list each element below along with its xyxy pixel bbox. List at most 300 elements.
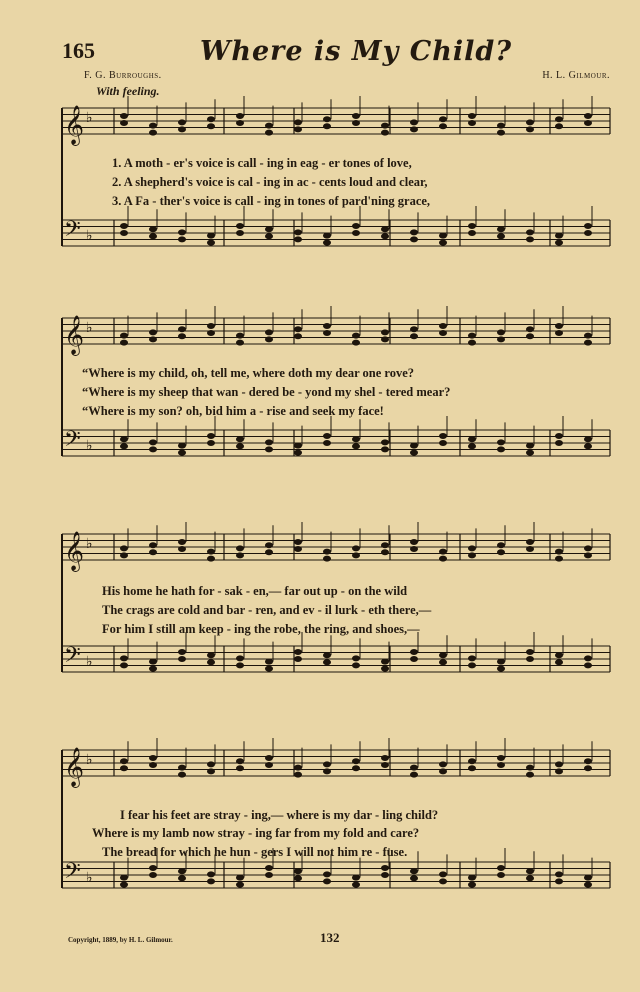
note-head (236, 875, 244, 881)
note-head (294, 119, 302, 125)
note-head (584, 223, 592, 229)
note-head (410, 450, 418, 456)
note-head (207, 240, 215, 246)
note-head (526, 656, 534, 662)
note-head (352, 655, 360, 661)
note-head (555, 871, 563, 877)
flat-sign-icon: ♭ (86, 871, 93, 886)
note-head (236, 120, 244, 126)
note-head (149, 755, 157, 761)
note-head (207, 233, 215, 239)
composer-credit: H. L. Gilmour. (542, 70, 610, 81)
note-head (323, 330, 331, 336)
note-head (497, 446, 505, 452)
note-head (526, 326, 534, 332)
note-head (120, 120, 128, 126)
note-head (207, 652, 215, 658)
note-head (294, 765, 302, 771)
note-head (120, 875, 128, 881)
note-head (352, 120, 360, 126)
note-head (149, 542, 157, 548)
note-head (381, 549, 389, 555)
note-head (584, 333, 592, 339)
note-head (294, 126, 302, 132)
note-head (497, 123, 505, 129)
note-head (120, 655, 128, 661)
note-head (207, 330, 215, 336)
note-head (178, 326, 186, 332)
note-head (555, 123, 563, 129)
note-head (468, 882, 476, 888)
note-head (410, 868, 418, 874)
note-head (526, 119, 534, 125)
lyric-line: His home he hath for - sak - en,— far out up - on the wild (102, 584, 408, 598)
note-head (352, 882, 360, 888)
note-head (207, 556, 215, 562)
flat-sign-icon: ♭ (86, 321, 93, 336)
note-head (410, 119, 418, 125)
note-head (439, 652, 447, 658)
page-number: 132 (320, 930, 340, 945)
note-head (265, 549, 273, 555)
note-head (178, 333, 186, 339)
note-head (584, 443, 592, 449)
note-head (439, 761, 447, 767)
note-head (352, 230, 360, 236)
note-head (468, 662, 476, 668)
bass-clef-icon: 𝄢 (64, 217, 81, 247)
note-head (265, 336, 273, 342)
note-head (584, 662, 592, 668)
note-head (149, 233, 157, 239)
note-head (381, 762, 389, 768)
note-head (555, 768, 563, 774)
note-head (149, 872, 157, 878)
note-head (294, 229, 302, 235)
note-head (584, 120, 592, 126)
note-head (120, 662, 128, 668)
note-head (236, 230, 244, 236)
note-head (584, 340, 592, 346)
note-head (526, 450, 534, 456)
note-head (584, 765, 592, 771)
note-head (468, 443, 476, 449)
note-head (294, 546, 302, 552)
lyric-line: 3. A Fa - ther's voice is call - ing in tones of pard'ning grace, (112, 194, 431, 208)
treble-clef-icon: 𝄞 (64, 105, 85, 145)
note-head (207, 878, 215, 884)
note-head (149, 329, 157, 335)
note-head (294, 450, 302, 456)
copyright-notice: Copyright, 1889, by H. L. Gilmour. (68, 936, 173, 944)
note-head (526, 236, 534, 242)
lyric-line: I fear his feet are stray - ing,— where is my dar - ling child? (120, 808, 439, 822)
note-head (236, 662, 244, 668)
note-head (323, 123, 331, 129)
note-head (526, 546, 534, 552)
note-head (410, 649, 418, 655)
treble-clef-icon: 𝄞 (64, 747, 85, 787)
flat-sign-icon: ♭ (86, 229, 93, 244)
note-head (207, 123, 215, 129)
note-head (178, 868, 186, 874)
note-head (497, 755, 505, 761)
note-head (410, 326, 418, 332)
lyric-line: For him I still am keep - ing the robe, the ring, and shoes,— (102, 622, 420, 636)
note-head (555, 433, 563, 439)
note-head (323, 761, 331, 767)
note-head (439, 323, 447, 329)
music-system-4 (62, 742, 612, 922)
note-head (410, 126, 418, 132)
note-head (555, 440, 563, 446)
note-head (120, 443, 128, 449)
note-head (236, 882, 244, 888)
lyric-line: “Where is my sheep that wan - dered be - yond my shel - tered mear? (82, 385, 451, 399)
note-head (584, 655, 592, 661)
note-head (497, 872, 505, 878)
note-head (294, 326, 302, 332)
note-head (178, 875, 186, 881)
note-head (439, 433, 447, 439)
note-head (439, 116, 447, 122)
note-head (381, 226, 389, 232)
note-head (294, 443, 302, 449)
note-head (352, 875, 360, 881)
note-head (207, 433, 215, 439)
note-head (497, 865, 505, 871)
note-head (468, 758, 476, 764)
note-head (236, 655, 244, 661)
note-head (526, 126, 534, 132)
note-head (439, 240, 447, 246)
note-head (265, 226, 273, 232)
note-head (178, 443, 186, 449)
note-head (439, 659, 447, 665)
note-head (323, 652, 331, 658)
note-head (497, 549, 505, 555)
note-head (381, 755, 389, 761)
note-head (497, 659, 505, 665)
note-head (468, 655, 476, 661)
note-head (555, 549, 563, 555)
note-head (381, 446, 389, 452)
note-head (584, 758, 592, 764)
hymn-number: 165 (62, 38, 95, 63)
note-head (526, 875, 534, 881)
note-head (497, 666, 505, 672)
note-head (555, 330, 563, 336)
note-head (207, 768, 215, 774)
note-head (381, 130, 389, 136)
note-head (497, 336, 505, 342)
note-head (120, 765, 128, 771)
note-head (352, 333, 360, 339)
lyric-line: 2. A shepherd's voice is cal - ing in ac - cents loud and clear, (112, 175, 428, 189)
note-head (207, 116, 215, 122)
note-head (323, 233, 331, 239)
lyric-line: Where is my lamb now stray - ing far from my fold and care? (92, 826, 420, 840)
note-head (265, 872, 273, 878)
note-head (526, 868, 534, 874)
note-head (439, 768, 447, 774)
note-head (265, 659, 273, 665)
note-head (149, 762, 157, 768)
note-head (410, 236, 418, 242)
note-head (352, 436, 360, 442)
note-head (497, 226, 505, 232)
note-head (381, 123, 389, 129)
note-head (236, 340, 244, 346)
note-head (526, 765, 534, 771)
note-head (294, 772, 302, 778)
note-head (410, 229, 418, 235)
note-head (149, 130, 157, 136)
note-head (120, 223, 128, 229)
flat-sign-icon: ♭ (86, 655, 93, 670)
note-head (265, 123, 273, 129)
note-head (555, 323, 563, 329)
note-head (410, 656, 418, 662)
note-head (439, 233, 447, 239)
note-head (439, 871, 447, 877)
note-head (294, 868, 302, 874)
note-head (120, 230, 128, 236)
note-head (149, 336, 157, 342)
note-head (149, 226, 157, 232)
note-head (526, 539, 534, 545)
lyric-line: “Where is my child, oh, tell me, where doth my dear one rove? (82, 366, 415, 380)
note-head (555, 116, 563, 122)
note-head (323, 878, 331, 884)
note-head (265, 439, 273, 445)
note-head (149, 659, 157, 665)
note-head (526, 229, 534, 235)
lyric-line: “Where is my son? oh, bid him a - rise and seek my face! (82, 404, 384, 418)
note-head (323, 659, 331, 665)
note-head (236, 552, 244, 558)
note-head (323, 116, 331, 122)
note-head (120, 758, 128, 764)
note-head (149, 446, 157, 452)
note-head (265, 130, 273, 136)
note-head (468, 333, 476, 339)
note-head (381, 865, 389, 871)
note-head (236, 758, 244, 764)
note-head (178, 236, 186, 242)
note-head (120, 340, 128, 346)
note-head (555, 652, 563, 658)
note-head (381, 336, 389, 342)
note-head (120, 436, 128, 442)
note-head (526, 649, 534, 655)
note-head (207, 659, 215, 665)
note-head (323, 556, 331, 562)
note-head (526, 333, 534, 339)
note-head (555, 659, 563, 665)
note-head (236, 765, 244, 771)
note-head (468, 436, 476, 442)
note-head (497, 130, 505, 136)
note-head (497, 762, 505, 768)
note-head (584, 113, 592, 119)
lyric-line: 1. A moth - er's voice is call - ing in eag - er tones of love, (112, 156, 412, 170)
note-head (468, 545, 476, 551)
note-head (265, 542, 273, 548)
note-head (410, 539, 418, 545)
note-head (178, 229, 186, 235)
note-head (236, 113, 244, 119)
note-head (352, 758, 360, 764)
note-head (352, 545, 360, 551)
note-head (381, 329, 389, 335)
note-head (323, 433, 331, 439)
note-head (555, 240, 563, 246)
note-head (468, 223, 476, 229)
note-head (584, 436, 592, 442)
note-head (555, 556, 563, 562)
note-head (294, 333, 302, 339)
note-head (352, 223, 360, 229)
note-head (236, 436, 244, 442)
note-head (352, 765, 360, 771)
music-system-3 (62, 526, 612, 696)
note-head (120, 113, 128, 119)
note-head (265, 865, 273, 871)
note-head (439, 440, 447, 446)
note-head (555, 878, 563, 884)
note-head (410, 546, 418, 552)
note-head (236, 545, 244, 551)
note-head (207, 761, 215, 767)
note-head (294, 236, 302, 242)
flat-sign-icon: ♭ (86, 537, 93, 552)
note-head (584, 882, 592, 888)
note-head (207, 549, 215, 555)
note-head (265, 755, 273, 761)
note-head (178, 765, 186, 771)
note-head (352, 552, 360, 558)
flat-sign-icon: ♭ (86, 111, 93, 126)
note-head (439, 549, 447, 555)
note-head (439, 556, 447, 562)
note-head (410, 772, 418, 778)
note-head (207, 871, 215, 877)
note-head (410, 443, 418, 449)
note-head (352, 113, 360, 119)
note-head (323, 240, 331, 246)
note-head (381, 659, 389, 665)
note-head (352, 443, 360, 449)
note-head (584, 875, 592, 881)
note-head (323, 871, 331, 877)
note-head (323, 440, 331, 446)
lyric-line: The crags are cold and bar - ren, and ev - il lurk - eth there,— (102, 603, 432, 617)
note-head (178, 119, 186, 125)
note-head (468, 552, 476, 558)
note-head (555, 233, 563, 239)
note-head (468, 875, 476, 881)
bass-clef-icon: 𝄢 (64, 643, 81, 673)
note-head (352, 662, 360, 668)
note-head (178, 539, 186, 545)
note-head (120, 552, 128, 558)
note-head (323, 768, 331, 774)
music-system-1 (62, 100, 612, 270)
hymn-title: Where is My Child? (200, 36, 513, 67)
note-head (236, 333, 244, 339)
note-head (439, 330, 447, 336)
note-head (439, 878, 447, 884)
note-head (497, 233, 505, 239)
author-credit: F. G. Burroughs. (84, 70, 162, 81)
note-head (381, 542, 389, 548)
note-head (120, 545, 128, 551)
note-head (497, 542, 505, 548)
note-head (381, 666, 389, 672)
note-head (265, 666, 273, 672)
note-head (468, 113, 476, 119)
note-head (410, 333, 418, 339)
note-head (178, 772, 186, 778)
note-head (555, 761, 563, 767)
note-head (381, 439, 389, 445)
treble-clef-icon: 𝄞 (64, 315, 85, 355)
tempo-marking: With feeling. (96, 84, 160, 98)
note-head (410, 765, 418, 771)
note-head (468, 120, 476, 126)
note-head (265, 233, 273, 239)
note-head (120, 333, 128, 339)
note-head (149, 549, 157, 555)
note-head (381, 233, 389, 239)
note-head (294, 875, 302, 881)
note-head (178, 546, 186, 552)
bass-clef-icon: 𝄢 (64, 427, 81, 457)
flat-sign-icon: ♭ (86, 753, 93, 768)
note-head (120, 882, 128, 888)
note-head (439, 123, 447, 129)
note-head (468, 765, 476, 771)
note-head (381, 872, 389, 878)
note-head (294, 649, 302, 655)
lyric-line: The bread for which he hun - gers I will not him re - fuse. (102, 845, 408, 859)
treble-clef-icon: 𝄞 (64, 531, 85, 571)
bass-clef-icon: 𝄢 (64, 859, 81, 889)
note-head (236, 223, 244, 229)
note-head (352, 340, 360, 346)
note-head (468, 230, 476, 236)
note-head (294, 656, 302, 662)
note-head (265, 329, 273, 335)
note-head (178, 450, 186, 456)
note-head (265, 762, 273, 768)
note-head (526, 443, 534, 449)
note-head (178, 126, 186, 132)
music-system-2 (62, 310, 612, 480)
note-head (149, 123, 157, 129)
note-head (323, 323, 331, 329)
note-head (323, 549, 331, 555)
note-head (294, 539, 302, 545)
note-head (410, 875, 418, 881)
note-head (207, 323, 215, 329)
note-head (584, 545, 592, 551)
note-head (526, 772, 534, 778)
note-head (497, 329, 505, 335)
note-head (178, 656, 186, 662)
note-head (149, 666, 157, 672)
